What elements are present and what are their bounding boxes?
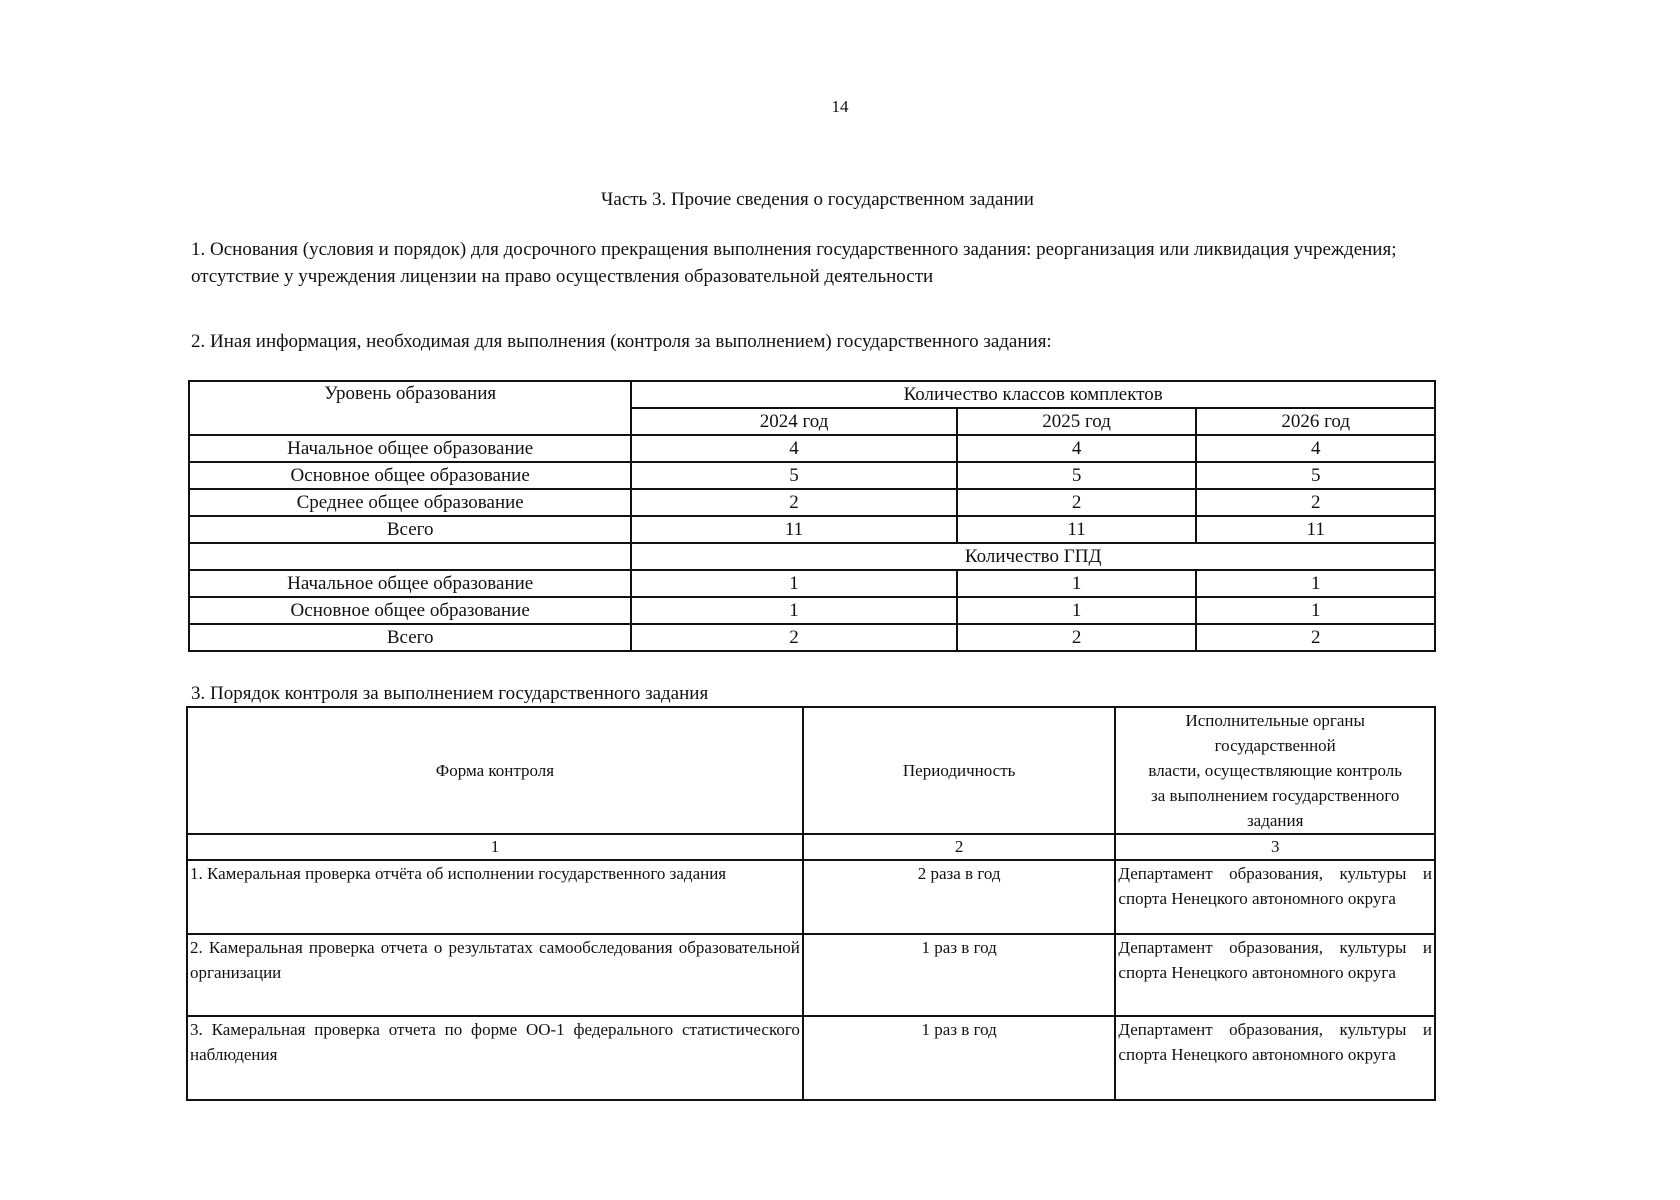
cell-value: 5: [957, 462, 1197, 489]
cell-value: 1: [631, 597, 956, 624]
cell-value: 2: [1196, 624, 1435, 651]
table-row: [189, 597, 1435, 624]
cell-value: 5: [631, 462, 956, 489]
row-label: Начальное общее образование: [189, 435, 631, 462]
row-label: Всего: [189, 516, 631, 543]
cell-value: 4: [1196, 435, 1435, 462]
cell-value: 2: [957, 624, 1197, 651]
table-row: [189, 489, 1435, 516]
periodicity-cell: 1 раз в год: [803, 1016, 1116, 1100]
table-row: [187, 934, 1435, 1016]
control-procedure-table: [186, 706, 1436, 1101]
row-label: Основное общее образование: [189, 462, 631, 489]
table-row: [189, 435, 1435, 462]
header-authorities-line: за выполнением государственного: [1151, 786, 1400, 805]
cell-value: 2: [631, 624, 956, 651]
table-row: [189, 462, 1435, 489]
header-education-level: Уровень образования: [189, 381, 631, 435]
header-periodicity: Периодичность: [803, 707, 1116, 834]
header-gpd-count: Количество ГПД: [631, 543, 1435, 570]
header-year: 2024 год: [631, 408, 956, 435]
header-class-count: Количество классов комплектов: [631, 381, 1435, 408]
row-label: Всего: [189, 624, 631, 651]
row-label: Основное общее образование: [189, 597, 631, 624]
cell-value: 11: [957, 516, 1197, 543]
table-header-row: [187, 707, 1435, 834]
periodicity-cell: 1 раз в год: [803, 934, 1116, 1016]
header-authorities-line: государственной: [1214, 736, 1336, 755]
cell-value: 1: [957, 570, 1197, 597]
cell-value: 5: [1196, 462, 1435, 489]
header-authorities-line: Исполнительные органы: [1185, 711, 1365, 730]
header-year: 2026 год: [1196, 408, 1435, 435]
column-number-row: [187, 834, 1435, 860]
table-header-row: [189, 381, 1435, 408]
cell-value: 1: [631, 570, 956, 597]
paragraph-control-procedure: 3. Порядок контроля за выполнением государственного задания: [191, 683, 709, 704]
column-number: 1: [187, 834, 803, 860]
class-count-table: [188, 380, 1436, 652]
header-authorities: [1115, 707, 1435, 834]
header-control-form: Форма контроля: [187, 707, 803, 834]
row-label: Среднее общее образование: [189, 489, 631, 516]
cell-value: 4: [957, 435, 1197, 462]
header-authorities-line: власти, осуществляющие контроль: [1148, 761, 1403, 780]
cell-value: 11: [1196, 516, 1435, 543]
page-number: 14: [831, 97, 849, 116]
cell-value: 2: [631, 489, 956, 516]
paragraph-termination-grounds: 1. Основания (условия и порядок) для досрочного прекращения выполнения государственного задания: реорганизация или ликвидация учреждения; отсутствие у учреждения лицензии на право осуществления образовательной деятельности: [191, 239, 1397, 287]
authority-cell: Департамент образования, культуры и спорта Ненецкого автономного округа: [1115, 860, 1435, 934]
control-form-cell: 1. Камеральная проверка отчёта об исполнении государственного задания: [187, 860, 803, 934]
table-row: [187, 860, 1435, 934]
row-label: Начальное общее образование: [189, 570, 631, 597]
table-row: [189, 624, 1435, 651]
paragraph-other-info: 2. Иная информация, необходимая для выполнения (контроля за выполнением) государственного задания:: [191, 331, 1052, 352]
empty-cell: [189, 543, 631, 570]
part-title: Часть 3. Прочие сведения о государственном задании: [601, 189, 1034, 210]
cell-value: 11: [631, 516, 956, 543]
cell-value: 1: [957, 597, 1197, 624]
cell-value: 4: [631, 435, 956, 462]
column-number: 2: [803, 834, 1116, 860]
cell-value: 1: [1196, 570, 1435, 597]
control-form-cell: 3. Камеральная проверка отчета по форме ОО-1 федерального статистического наблюдения: [187, 1016, 803, 1100]
cell-value: 2: [1196, 489, 1435, 516]
cell-value: 1: [1196, 597, 1435, 624]
periodicity-cell: 2 раза в год: [803, 860, 1116, 934]
header-authorities-line: задания: [1246, 811, 1304, 830]
column-number: 3: [1115, 834, 1435, 860]
authority-cell: Департамент образования, культуры и спорта Ненецкого автономного округа: [1115, 934, 1435, 1016]
cell-value: 2: [957, 489, 1197, 516]
control-form-cell: 2. Камеральная проверка отчета о результатах самообследования образовательной организации: [187, 934, 803, 1016]
table-row: [187, 1016, 1435, 1100]
authority-cell: Департамент образования, культуры и спорта Ненецкого автономного округа: [1115, 1016, 1435, 1100]
header-year: 2025 год: [957, 408, 1197, 435]
table-row: [189, 516, 1435, 543]
table-gpd-header-row: [189, 543, 1435, 570]
table-row: [189, 570, 1435, 597]
